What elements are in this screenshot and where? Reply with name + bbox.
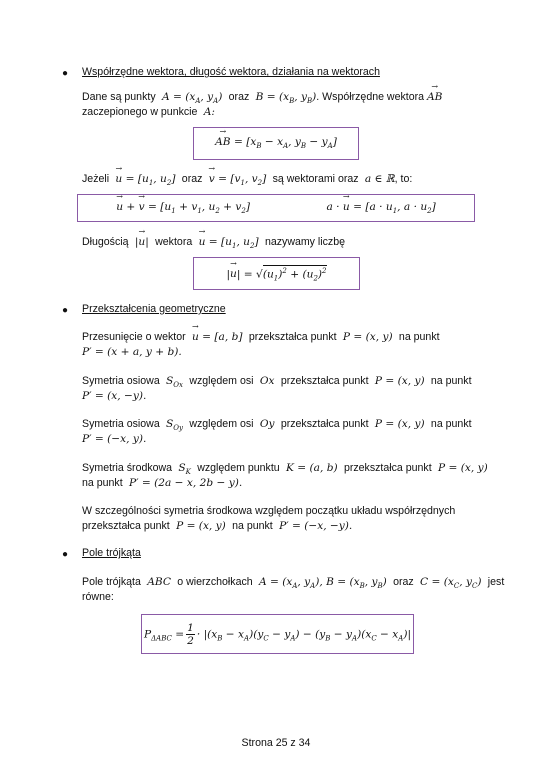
formula-box-vector-coords [193, 127, 359, 160]
text: oraz [228, 91, 250, 103]
triangle-area-line-2 [82, 591, 114, 603]
formula-vector-coords: → AB = [$x_B - x_A$, $y_B - y_A$] [215, 136, 337, 150]
math-vertex-c: $C = (x_C$, $y_C$) [416, 576, 485, 591]
vectors-intro-line-2 [82, 106, 215, 118]
text: przekształca punkt [248, 331, 337, 343]
math-point-p: P = (x, y) [371, 375, 428, 387]
math-sox-result: P′ = (x, −y). [82, 390, 147, 402]
vectors-intro-line-1 [82, 91, 442, 105]
text: wektora [155, 236, 193, 248]
translation-line-2 [82, 346, 182, 358]
math-soy: $S_{Oy}$ [162, 418, 183, 433]
math-norm-u: |→ u| [131, 236, 152, 248]
text: . Współrzędne wektora [316, 91, 425, 103]
math-point-p: P = (x, y) [339, 331, 396, 343]
formula-box-triangle-area [141, 614, 414, 654]
math-scalar-a: a ∈ ℝ [361, 173, 395, 185]
text: na punkt [430, 375, 472, 387]
section-heading-triangle-area: Pole trójkąta [82, 547, 141, 559]
math-point-k: K = (a, b) [282, 462, 341, 474]
text: nazywamy liczbę [264, 236, 346, 248]
text: przekształca punkt [280, 375, 369, 387]
origin-symmetry-line-1 [82, 505, 455, 517]
central-symmetry-line-1 [82, 462, 488, 476]
text: względem osi [189, 418, 254, 430]
math-point-a: $A = (x_A$, $y_A$) [158, 91, 226, 106]
origin-symmetry-line-2 [82, 520, 352, 532]
math-origin-result: P′ = (−x, −y). [275, 520, 353, 532]
text: oraz [181, 173, 203, 185]
text: na punkt [232, 520, 273, 532]
bullet-icon: ● [62, 549, 69, 560]
formula-vector-length: |→ $u| = √(u_1)^2 + (u_2)^2$ [226, 265, 326, 283]
math-vertices: $A = (x_A$, $y_A$), $B = (x_B$, $y_B$) [255, 576, 391, 591]
text: Symetria osiowa [82, 375, 160, 387]
text: na punkt [398, 331, 440, 343]
text: zaczepionego w punkcie [82, 106, 198, 118]
text: względem osi [189, 375, 254, 387]
math-oy: Oy [256, 418, 278, 430]
math-point-p: P = (x, y) [172, 520, 230, 532]
text: przekształca punkt [82, 520, 170, 532]
math-point-a-colon: A: [200, 106, 215, 118]
text: przekształca punkt [343, 462, 432, 474]
translation-line-1 [82, 331, 440, 343]
math-sk: $S_K$ [175, 462, 191, 477]
text: na punkt [430, 418, 472, 430]
math-central-result: P′ = (2a − x, 2b − y). [125, 477, 243, 489]
formula-scalar-product: a · → $u = [a \cdot u_1$, $a \cdot u_2$] [326, 201, 435, 215]
text: równe: [82, 591, 114, 603]
formula-triangle-area: $P_{\Delta ABC}$ = $\frac{1}{2}$ · $|(x_B - x_A)(y_C - y_A) - (y_B - y_A)(x_C - x_A)|$ [143, 621, 412, 647]
page-footer: Strona 25 z 34 [241, 737, 311, 749]
math-vector-u: → $u = [u_1$, $u_2$] [112, 173, 179, 185]
formula-box-vector-operations [77, 194, 475, 222]
math-point-b: $B = (x_B$, $y_B$) [252, 91, 317, 106]
text: jest [487, 576, 505, 588]
vectors-length-line [82, 236, 345, 250]
math-translation-vector: → u = [a, b] [189, 331, 246, 343]
bullet-icon: ● [62, 68, 69, 79]
symmetry-ox-line-1 [82, 375, 472, 389]
text: Przesunięcie o wektor [82, 331, 186, 343]
math-sox: $S_{Ox}$ [162, 375, 183, 390]
formula-vector-sum: → u + → $v = [u_1 + v_1$, $u_2 + v_2$] [116, 201, 250, 215]
text: Dane są punkty [82, 91, 156, 103]
section-heading-vectors: Współrzędne wektora, długość wektora, działania na wektorach [82, 66, 380, 78]
section-heading-transformations: Przekształcenia geometryczne [82, 303, 226, 315]
text: są wektorami oraz [272, 173, 359, 185]
text: Symetria środkowa [82, 462, 173, 474]
bullet-icon: ● [62, 305, 69, 316]
math-translation-result: P′ = (x + a, y + b). [82, 346, 182, 358]
math-triangle-abc: ABC [143, 576, 175, 588]
text: przekształca punkt [280, 418, 369, 430]
text: Jeżeli [82, 173, 110, 185]
symmetry-oy-line-1 [82, 418, 472, 432]
math-soy-result: P′ = (−x, y). [82, 433, 147, 445]
symmetry-oy-line-2 [82, 433, 146, 445]
text: , to: [394, 173, 413, 185]
text: Długością [82, 236, 129, 248]
math-point-p: P = (x, y) [434, 462, 488, 474]
triangle-area-line-1 [82, 576, 504, 590]
math-vector-v: → $v = [v_1$, $v_2$] [205, 173, 269, 185]
central-symmetry-line-2 [82, 477, 242, 489]
text: na punkt [82, 477, 123, 489]
text: względem punktu [197, 462, 280, 474]
text: oraz [393, 576, 414, 588]
symmetry-ox-line-2 [82, 390, 146, 402]
math-vector-u-def: → $u = [u_1$, $u_2$] [195, 236, 262, 248]
math-ox: Ox [256, 375, 278, 387]
text: W szczególności symetria środkowa względem początku układu współrzędnych [82, 505, 456, 517]
vectors-condition-line [82, 173, 412, 187]
math-point-p: P = (x, y) [371, 418, 428, 430]
formula-box-vector-length [193, 257, 360, 290]
text: Pole trójkąta [82, 576, 141, 588]
text: o wierzchołkach [177, 576, 253, 588]
text: Symetria osiowa [82, 418, 160, 430]
math-vector-ab: → AB [427, 91, 442, 103]
